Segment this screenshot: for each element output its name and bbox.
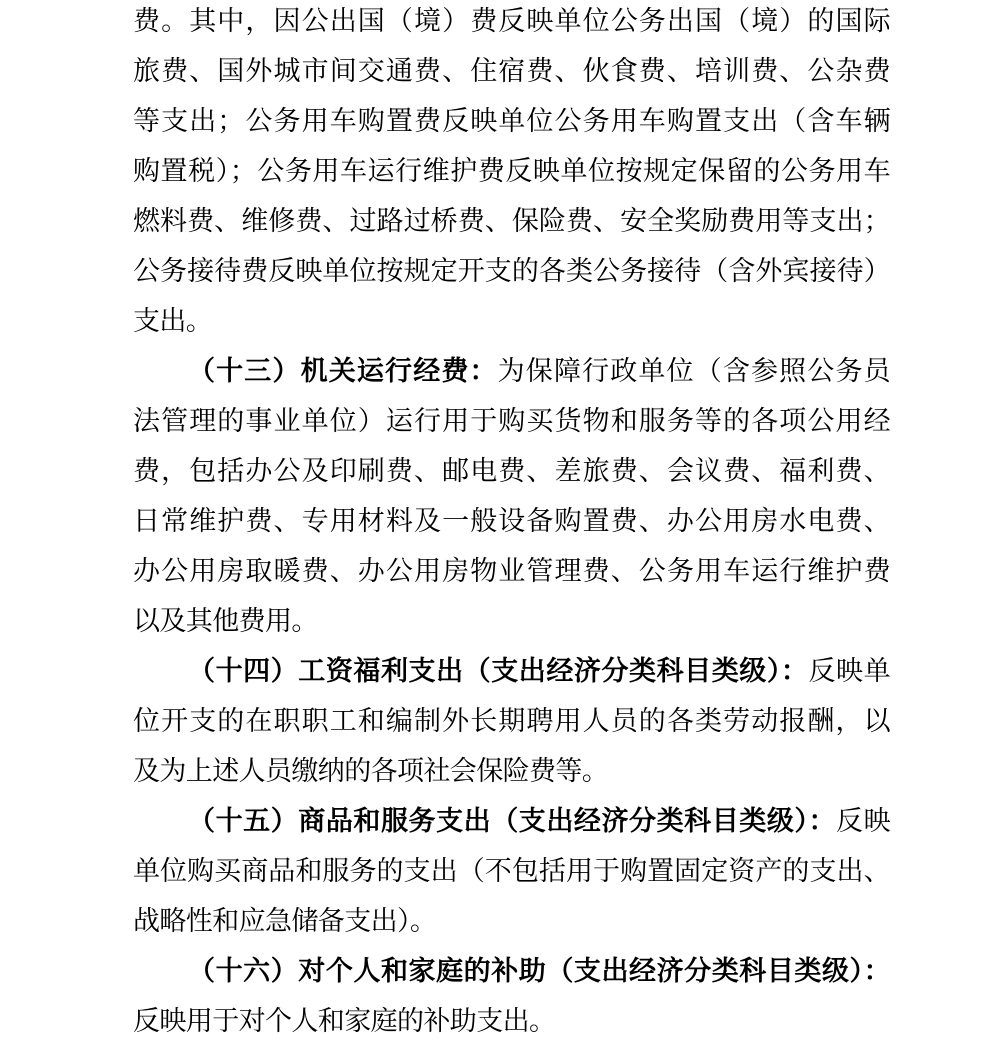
paragraph-end-line xyxy=(133,596,890,646)
line-text: 支出。 xyxy=(133,306,213,336)
line-text: 以及其他费用。 xyxy=(133,606,318,636)
section-14-line xyxy=(133,646,890,696)
line-text: 购置税）；公务用车运行维护费反映单位按规定保留的公务用车 xyxy=(133,156,890,186)
line-text: 单位购买商品和服务的支出（不包括用于购置固定资产的支出、 xyxy=(133,856,890,886)
line-text: 反映 xyxy=(836,806,890,836)
document-text-block xyxy=(133,0,890,1046)
text-line xyxy=(133,546,890,596)
paragraph-end-line xyxy=(133,746,890,796)
text-line xyxy=(133,96,890,146)
line-text: 燃料费、维修费、过路过桥费、保险费、安全奖励费用等支出； xyxy=(133,206,890,236)
line-text: 等支出；公务用车购置费反映单位公务用车购置支出（含车辆 xyxy=(133,106,890,136)
section-16-heading: （十六）对个人和家庭的补助（支出经济分类科目类级）： xyxy=(188,956,890,986)
text-line xyxy=(133,246,890,296)
text-line xyxy=(133,696,890,746)
section-14-heading: （十四）工资福利支出（支出经济分类科目类级）： xyxy=(188,656,809,686)
section-13-heading: （十三）机关运行经费： xyxy=(188,356,498,386)
line-text: 及为上述人员缴纳的各项社会保险费等。 xyxy=(133,756,609,786)
line-text: 反映用于对个人和家庭的补助支出。 xyxy=(133,1006,556,1036)
text-line xyxy=(133,146,890,196)
text-line xyxy=(133,46,890,96)
text-line xyxy=(133,846,890,896)
paragraph-end-line xyxy=(133,996,890,1046)
line-text: 位开支的在职职工和编制外长期聘用人员的各类劳动报酬，以 xyxy=(133,706,890,736)
paragraph-end-line xyxy=(133,296,890,346)
section-15-line xyxy=(133,796,890,846)
line-text: 战略性和应急储备支出）。 xyxy=(133,906,437,936)
line-text: 法管理的事业单位）运行用于购买货物和服务等的各项公用经 xyxy=(133,406,890,436)
line-text: 旅费、国外城市间交通费、住宿费、伙食费、培训费、公杂费 xyxy=(133,56,890,86)
text-line xyxy=(133,196,890,246)
text-line xyxy=(133,396,890,446)
paragraph-end-line xyxy=(133,896,890,946)
text-line xyxy=(133,496,890,546)
line-text: 办公用房取暖费、办公用房物业管理费、公务用车运行维护费 xyxy=(133,556,890,586)
line-text: 反映单 xyxy=(808,656,890,686)
line-text: 费。其中，因公出国（境）费反映单位公务出国（境）的国际 xyxy=(133,6,890,36)
text-line xyxy=(133,446,890,496)
section-13-line xyxy=(133,346,890,396)
line-text: 费，包括办公及印刷费、邮电费、差旅费、会议费、福利费、 xyxy=(133,456,890,486)
section-16-line xyxy=(133,946,890,996)
line-text: 日常维护费、专用材料及一般设备购置费、办公用房水电费、 xyxy=(133,506,890,536)
text-line xyxy=(133,0,890,46)
line-text: 为保障行政单位（含参照公务员 xyxy=(497,356,890,386)
line-text: 公务接待费反映单位按规定开支的各类公务接待（含外宾接待） xyxy=(133,256,890,286)
section-15-heading: （十五）商品和服务支出（支出经济分类科目类级）： xyxy=(188,806,837,836)
